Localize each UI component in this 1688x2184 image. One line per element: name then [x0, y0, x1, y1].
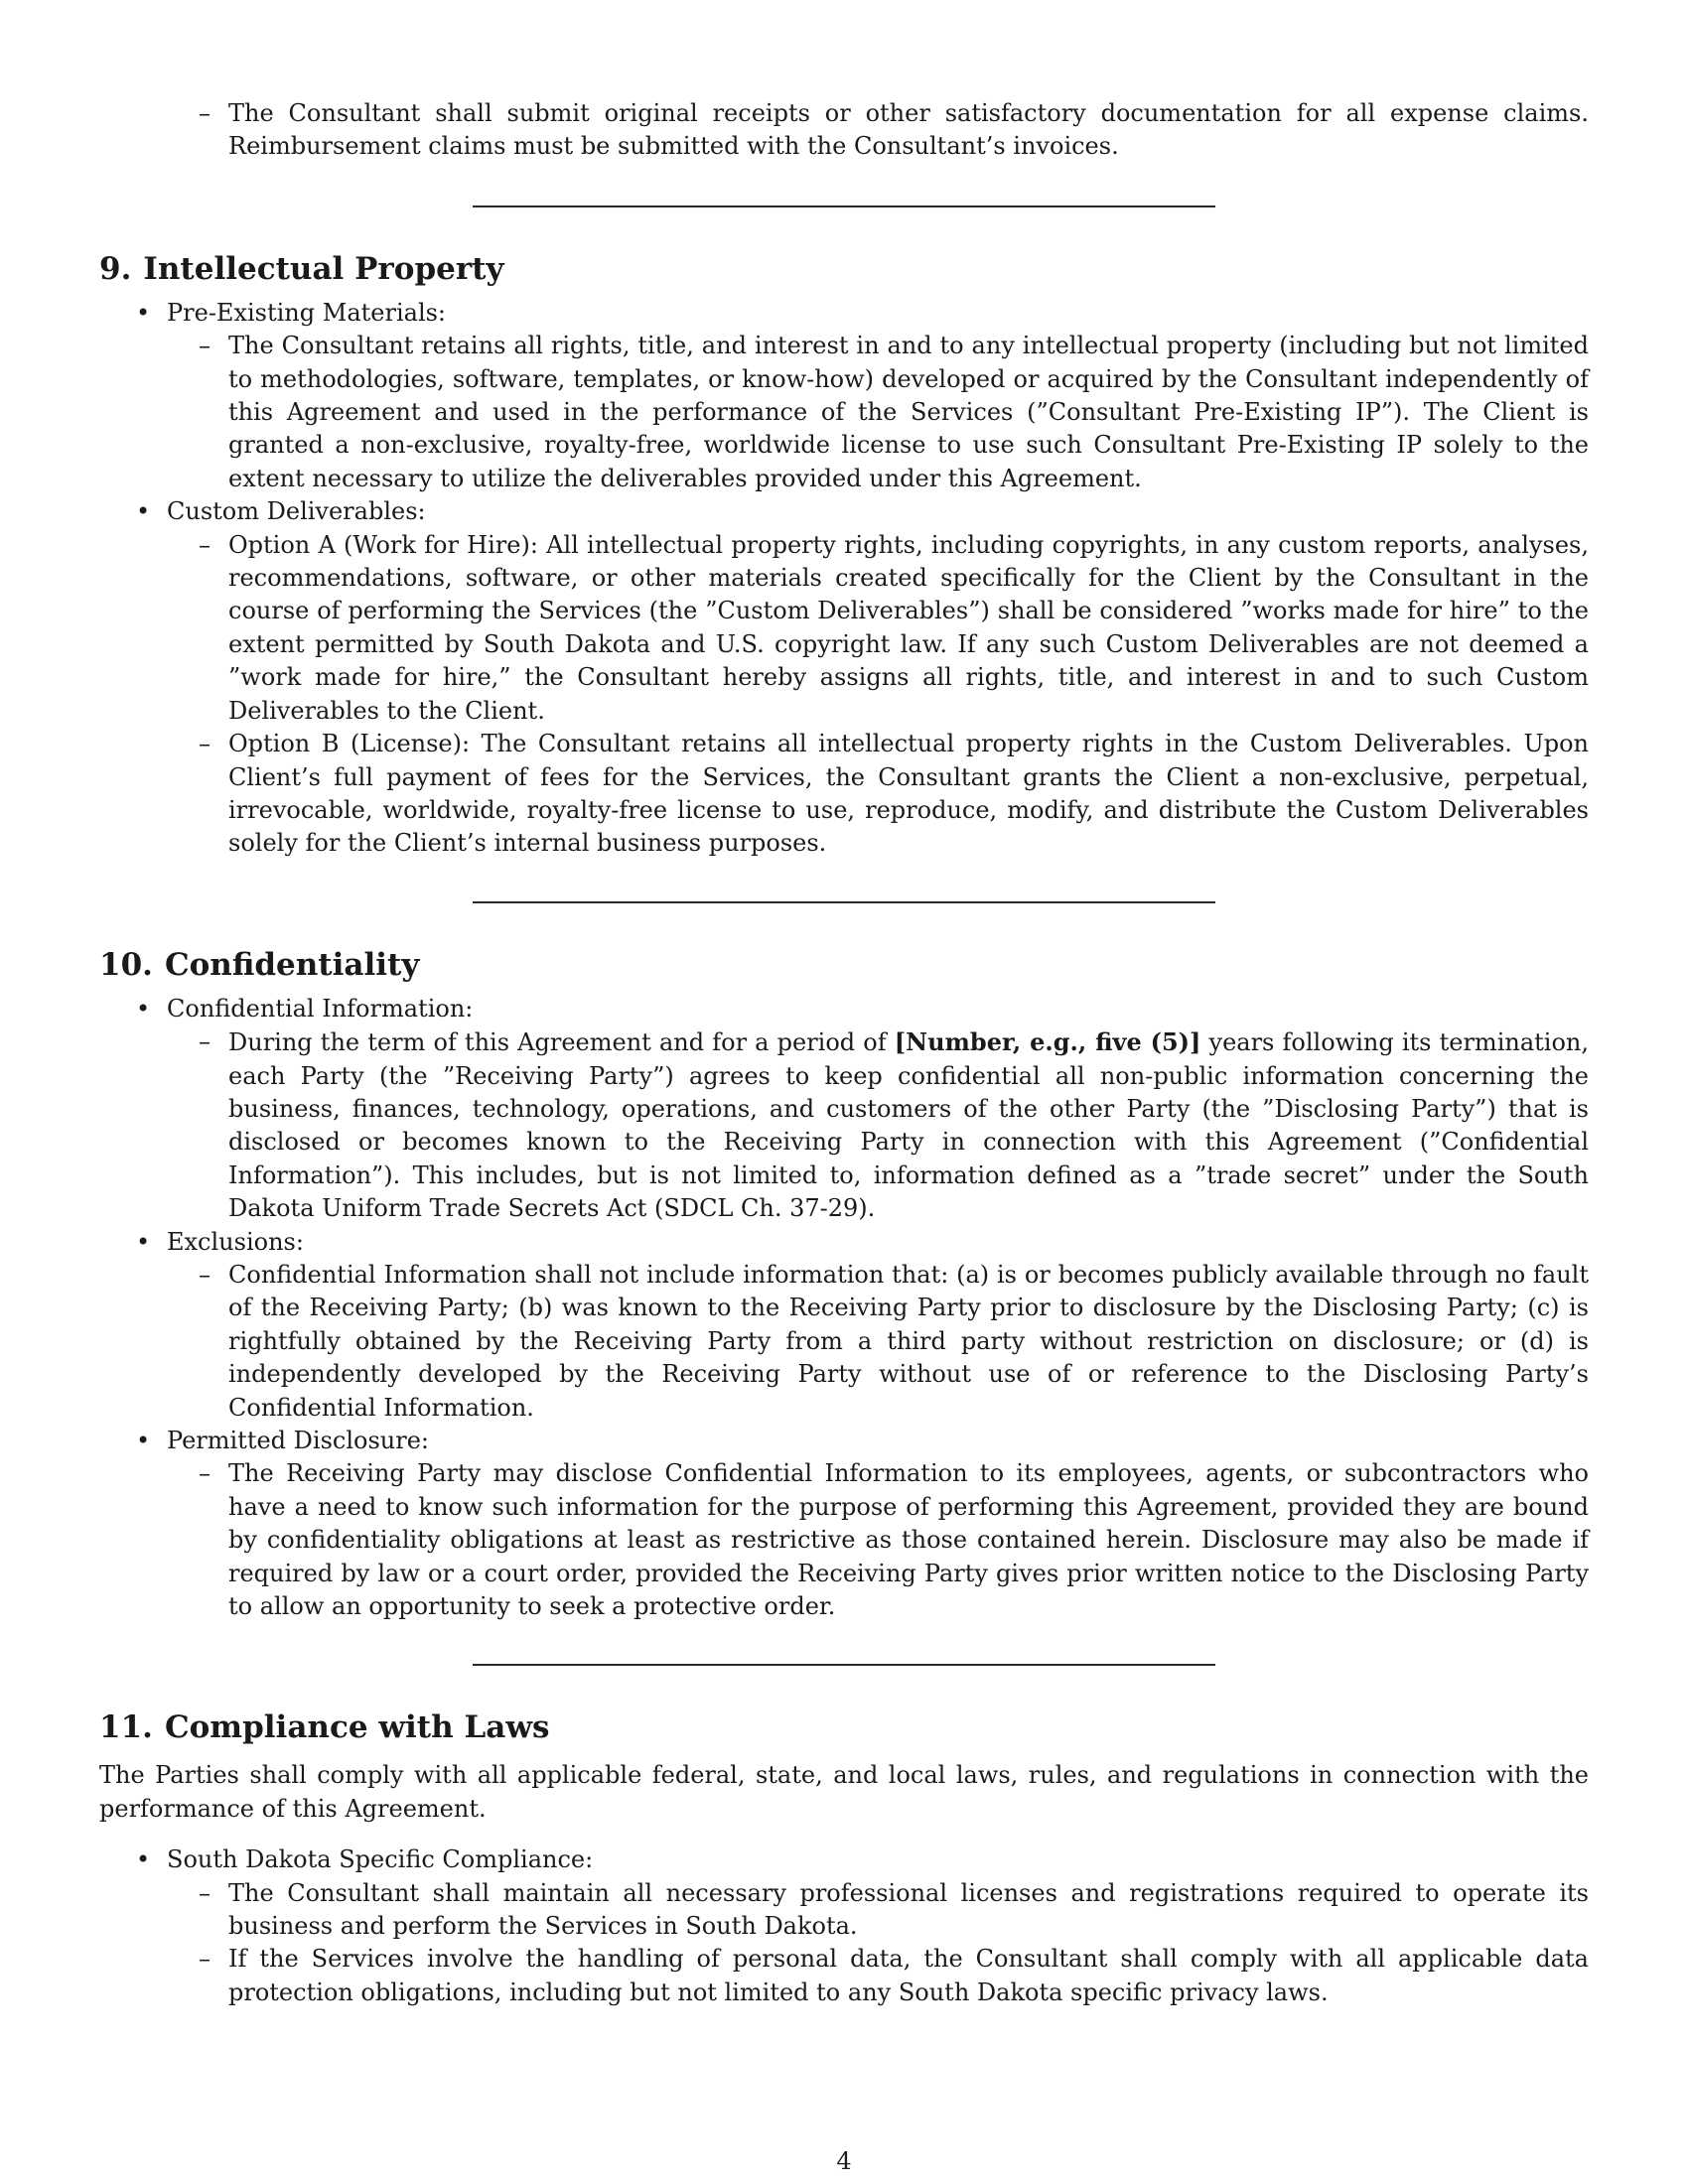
bullet-label: Exclusions: [167, 1227, 304, 1256]
section-divider [473, 205, 1215, 207]
section-11-intro: The Parties shall comply with all applicable federal, state, and local laws, rules, and regulations in connection with the performance of this Agreement. [99, 1761, 1589, 1823]
bullet-label: South Dakota Specific Compliance: [167, 1845, 594, 1874]
dash-marker: – [199, 332, 211, 360]
list-item [99, 297, 1589, 330]
list-subitem [99, 529, 1589, 728]
section-heading-9 [99, 249, 1589, 289]
subitem-text: The Receiving Party may disclose Confidential Information to its employees, agents, or subcontractors who have a need to know such information for the purpose of performing this Agreement, provided they are bound by confidentiality obligations at least as restrictive as those contained herein. Disclosure may also be made if required by law or a court order, provided the Receiving Party gives prior written notice to the Disclosing Party to allow an opportunity to seek a protective order. [228, 1459, 1589, 1621]
list-subitem [99, 330, 1589, 495]
bullet-marker: • [136, 994, 151, 1023]
list-subitem [99, 1943, 1589, 2009]
list-item [99, 1843, 1589, 1876]
section-title: Confidentiality [164, 946, 420, 983]
subitem-text: Confidential Information shall not include information that: (a) is or becomes publicly available through no fault of the Receiving Party; (b) was known to the Receiving Party prior to disclosure by the Disclosing Party; (c) is rightfully obtained by the Receiving Party from a third party without restriction on disclosure; or (d) is independently developed by the Receiving Party without use of or reference to the Disclosing Party’s Confidential Information. [228, 1260, 1589, 1422]
list-subitem [99, 1025, 1589, 1225]
dash-marker: – [199, 1459, 211, 1488]
section-number: 11. [99, 1709, 153, 1746]
subitem-text: Option A (Work for Hire): All intellectual property rights, including copyrights, in any custom reports, analyses, recommendations, software, or other materials created specifically for the Client by the Consultant in the course of performing the Services (the ”Custom Deliverables”) shall be considered ”works made for hire” to the extent permitted by South Dakota and U.S. copyright law. If any such Custom Deliverables are not deemed a ”work made for hire,” the Consultant hereby assigns all rights, title, and interest in and to such Custom Deliverables to the Client. [228, 530, 1589, 725]
section-divider [473, 901, 1215, 903]
bullet-marker: • [136, 1427, 151, 1454]
list-subitem [99, 1877, 1589, 1944]
subitem-text-post: years following its termination, each Party (the ”Receiving Party”) agrees to keep confidential all non-public information concerning the business, finances, technology, operations, and customers of the other Party (the ”Disclosing Party”) that is disclosed or becomes known to the Receiving Party in connection with this Agreement (”Confidential Information”). This includes, but is not limited to, information defined as a ”trade secret” under the South Dakota Uniform Trade Secrets Act (SDCL Ch. 37-29). [228, 1028, 1589, 1223]
list-subitem [99, 1259, 1589, 1425]
document-page [99, 97, 1589, 2009]
dash-marker: – [199, 530, 211, 559]
list-item [99, 993, 1589, 1025]
carryover-item [99, 97, 1589, 164]
section-10-body [99, 993, 1589, 1624]
list-subitem [99, 728, 1589, 861]
section-number: 9. [99, 250, 132, 287]
subitem-text: The Consultant retains all rights, title, and interest in and to any intellectual property (including but not limited to methodologies, software, templates, or know-how) developed or acquired by the Consultant independently of this Agreement and used in the performance of the Services (”Consultant Pre-Existing IP”). The Client is granted a non-exclusive, royalty-free, worldwide license to use such Consultant Pre-Existing IP solely to the extent necessary to utilize the deliverables provided under this Agreement. [228, 332, 1589, 492]
section-divider [473, 1664, 1215, 1666]
bullet-marker: • [136, 497, 151, 526]
dash-marker: – [199, 730, 211, 758]
dash-marker: – [199, 99, 211, 127]
section-heading-10 [99, 945, 1589, 985]
placeholder-term: [Number, e.g., five (5)] [894, 1027, 1201, 1057]
bullet-marker: • [136, 298, 151, 327]
carryover-text: The Consultant shall submit original receipts or other satisfactory documentation for all expense claims. Reimbursement claims must be submitted with the Consultant’s invoices. [228, 99, 1589, 161]
bullet-label: Confidential Information: [167, 994, 474, 1023]
section-title: Intellectual Property [143, 250, 504, 287]
subitem-text: If the Services involve the handling of personal data, the Consultant shall comply with all applicable data protection obligations, including but not limited to any South Dakota specific privacy laws. [228, 1945, 1589, 2006]
dash-marker: – [199, 1945, 211, 1974]
list-subitem [99, 1457, 1589, 1623]
bullet-marker: • [136, 1227, 151, 1256]
subitem-text: The Consultant shall maintain all necessary professional licenses and registrations required to operate its business and perform the Services in South Dakota. [228, 1878, 1589, 1941]
bullet-marker: • [136, 1845, 151, 1874]
list-item [99, 1226, 1589, 1259]
subitem-text: Option B (License): The Consultant retains all intellectual property rights in the Custom Deliverables. Upon Client’s full payment of fees for the Services, the Consultant grants the Client a non-exclusive, perpetual, irrevocable, worldwide, royalty-free license to use, reproduce, modify, and distribute the Custom Deliverables solely for the Client’s internal business purposes. [228, 730, 1589, 858]
dash-marker: – [199, 1027, 211, 1056]
section-title: Compliance with Laws [164, 1709, 550, 1746]
bullet-label: Pre-Existing Materials: [167, 298, 447, 327]
list-item [99, 495, 1589, 528]
dash-marker: – [199, 1878, 211, 1907]
bullet-label: Permitted Disclosure: [167, 1427, 429, 1454]
section-heading-11 [99, 1707, 1589, 1747]
page-number: 4 [836, 2147, 852, 2175]
subitem-text-pre: During the term of this Agreement and for a period of [228, 1028, 895, 1057]
dash-marker: – [199, 1260, 211, 1289]
list-item [99, 1425, 1589, 1457]
section-9-body [99, 297, 1589, 861]
bullet-label: Custom Deliverables: [167, 497, 426, 526]
section-11-body [99, 1843, 1589, 2009]
section-number: 10. [99, 946, 153, 983]
